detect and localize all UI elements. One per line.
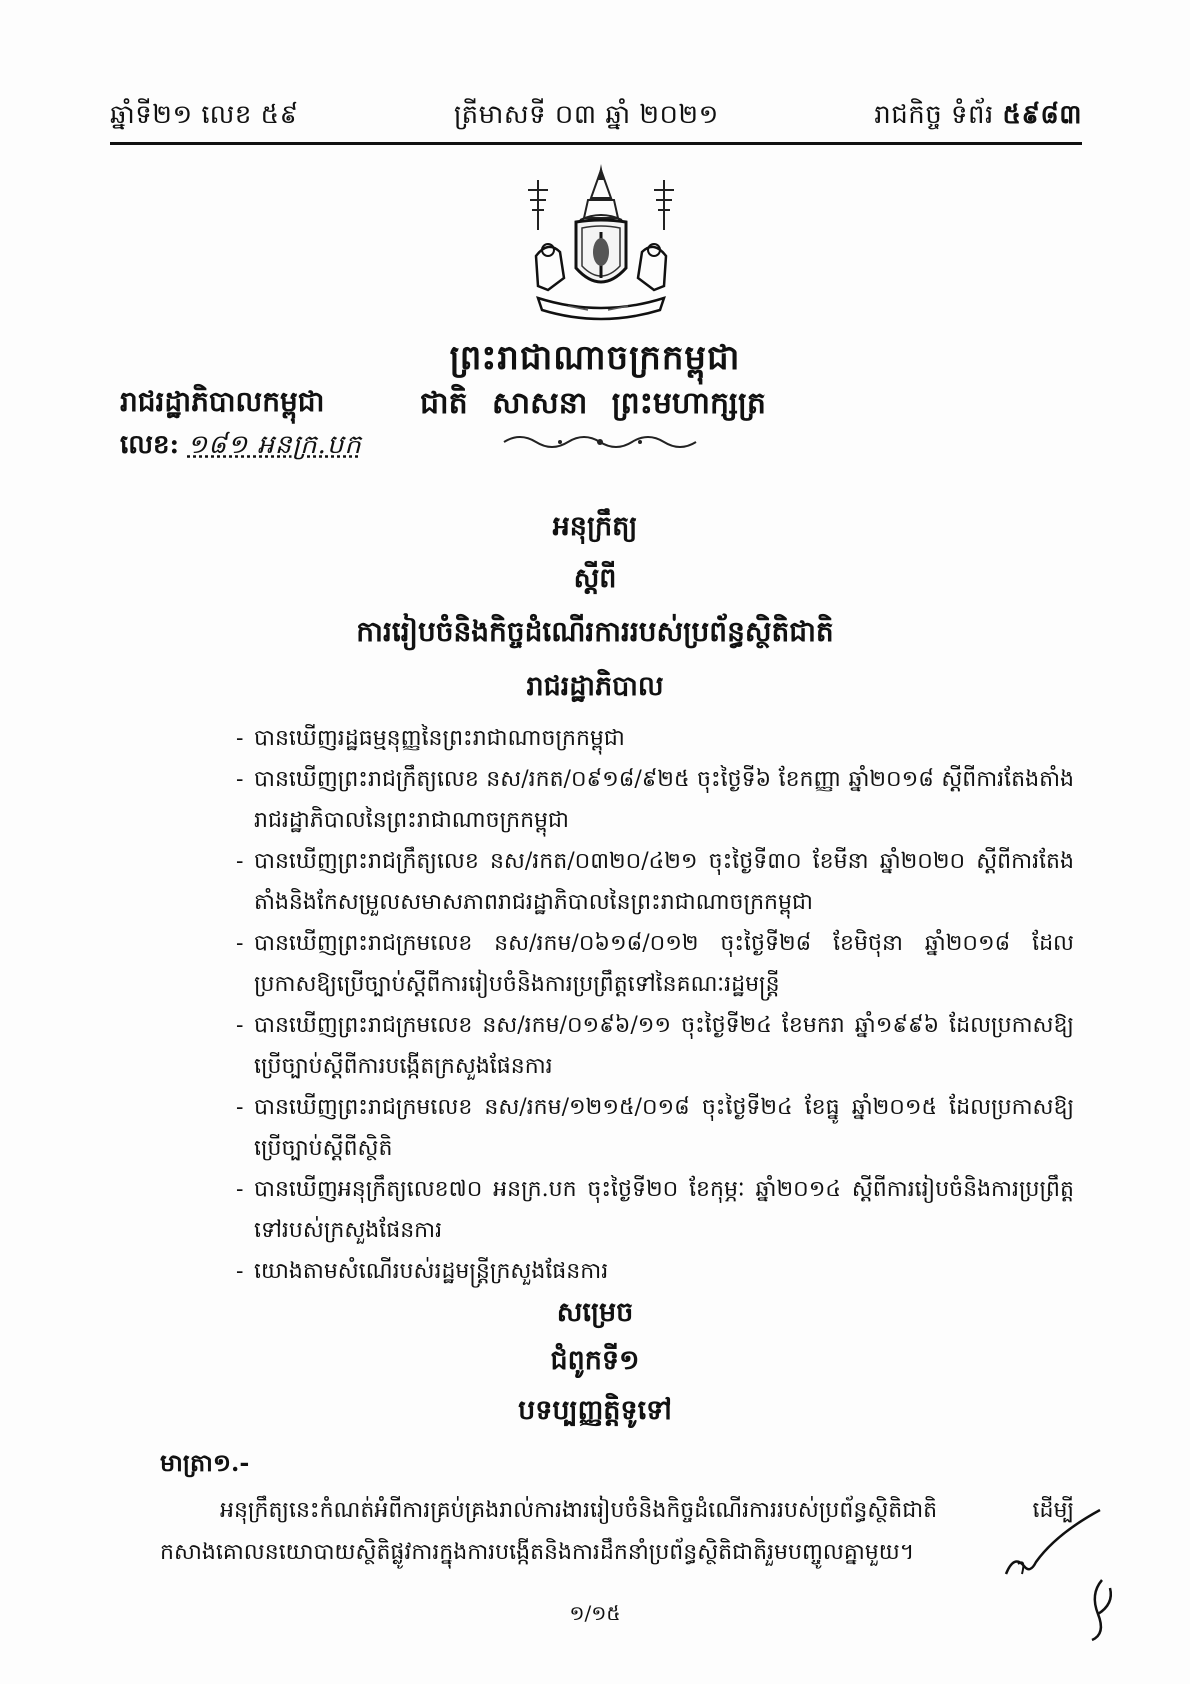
- chapter-title: បទប្បញ្ញត្តិទូទៅ: [518, 1395, 672, 1426]
- preamble-item: - បានឃើញព្រះរាជក្រមលេខ នស/រកម/០៦១៨/០១២ ចុះថ្ងៃទី២៨ ខែមិថុនា ឆ្នាំ២០១៨ ដែលប្រកាសឱ្យប្រើច្បាប់ស្ដីពីការរៀបចំនិងការប្រព្រឹត្តទៅនៃគណៈរដ្ឋមន្ត្រី: [236, 923, 1074, 1005]
- kingdom-title: ព្រះរាជាណាចក្រកម្ពុជា: [449, 338, 741, 378]
- decree-subject: ការរៀបចំនិងកិច្ចដំណើរការរបស់ប្រព័ន្ធស្ថិតិជាតិ: [356, 615, 834, 648]
- royal-coat-of-arms-emblem: [508, 160, 694, 332]
- page-number: ១/១៥: [569, 1601, 621, 1625]
- article-title: មាត្រា១.-: [160, 1448, 250, 1477]
- preamble-item: - យោងតាមសំណើរបស់រដ្ឋមន្ត្រីក្រសួងផែនការ: [236, 1251, 1074, 1292]
- reference-value: ១៨១ អនក្រ.បក: [187, 430, 362, 460]
- gazette-quarter: ត្រីមាសទី ០៣ ឆ្នាំ ២០២១: [453, 100, 719, 130]
- preamble-item: - បានឃើញព្រះរាជក្រឹត្យលេខ នស/រកត/០៣២០/៤២១ ចុះថ្ងៃទី៣០ ខែមីនា ឆ្នាំ២០២០ ស្ដីពីការតែងតាំងនិងកែសម្រួលសមាសភាពរាជរដ្ឋាភិបាលនៃព្រះរាជាណាចក្រកម្ពុជា: [236, 841, 1074, 923]
- issuer-heading: រាជរដ្ឋាភិបាល: [526, 671, 664, 702]
- ornament-divider: [500, 430, 700, 454]
- decree-title: អនុក្រឹត្យ: [552, 511, 638, 542]
- preamble-list: [236, 718, 1074, 1292]
- chapter-heading: ជំពូកទី១: [550, 1345, 640, 1376]
- preamble-item: - បានឃើញព្រះរាជក្រឹត្យលេខ នស/រកត/០៩១៨/៩២៥ ចុះថ្ងៃទី៦ ខែកញ្ញា ឆ្នាំ២០១៨ ស្ដីពីការតែងតាំងរាជរដ្ឋាភិបាលនៃព្រះរាជាណាចក្រកម្ពុជា: [236, 759, 1074, 841]
- national-motto: ជាតិ សាសនា ព្រះមហាក្សត្រ: [420, 386, 766, 421]
- gazette-issue: ឆ្នាំទី២១ លេខ ៥៩: [110, 100, 299, 130]
- decision-heading: សម្រេច: [556, 1297, 634, 1328]
- gazette-page: [874, 98, 1082, 136]
- signature-mark: [996, 1504, 1106, 1584]
- gazette-page-number: ៥៩៨៣: [1002, 100, 1082, 130]
- preamble-item: - បានឃើញរដ្ឋធម្មនុញ្ញនៃព្រះរាជាណាចក្រកម្ពុជា: [236, 718, 1074, 759]
- header-rule: [110, 142, 1082, 145]
- gazette-page-label: រាជកិច្ច ទំព័រ: [874, 100, 994, 130]
- preamble-item: - បានឃើញព្រះរាជក្រមលេខ នស/រកម/១២១៥/០១៨ ចុះថ្ងៃទី២៤ ខែធ្នូ ឆ្នាំ២០១៥ ដែលប្រកាសឱ្យប្រើច្បាប់ស្ដីពីស្ថិតិ: [236, 1087, 1074, 1169]
- gazette-header: [110, 92, 1082, 136]
- article-body: អនុក្រឹត្យនេះកំណត់អំពីការគ្រប់គ្រងរាល់ការងាររៀបចំនិងកិច្ចដំណើរការរបស់ប្រព័ន្ធស្ថិតិជាតិ ដើម្បីកសាងគោលនយោបាយស្ថិតិផ្លូវការក្នុងការបង្កើតនិងការដឹកនាំប្រព័ន្ធស្ថិតិជាតិរួមបញ្ចូលគ្នាមួយ។: [160, 1498, 1074, 1565]
- reference-number: [120, 428, 362, 466]
- about-label: ស្ដីពី: [573, 563, 617, 594]
- reference-label: លេខ:: [120, 430, 180, 460]
- preamble-item: - បានឃើញព្រះរាជក្រមលេខ នស/រកម/០១៩៦/១១ ចុះថ្ងៃទី២៤ ខែមករា ឆ្នាំ១៩៩៦ ដែលប្រកាសឱ្យប្រើច្បាប់ស្ដីពីការបង្កើតក្រសួងផែនការ: [236, 1005, 1074, 1087]
- preamble-item: - បានឃើញអនុក្រឹត្យលេខ៧០ អនក្រ.បក ចុះថ្ងៃទី២០ ខែកុម្ភៈ ឆ្នាំ២០១៤ ស្ដីពីការរៀបចំនិងការប្រព្រឹត្តទៅរបស់ក្រសួងផែនការ: [236, 1169, 1074, 1251]
- government-name: រាជរដ្ឋាភិបាលកម្ពុជា: [120, 385, 325, 418]
